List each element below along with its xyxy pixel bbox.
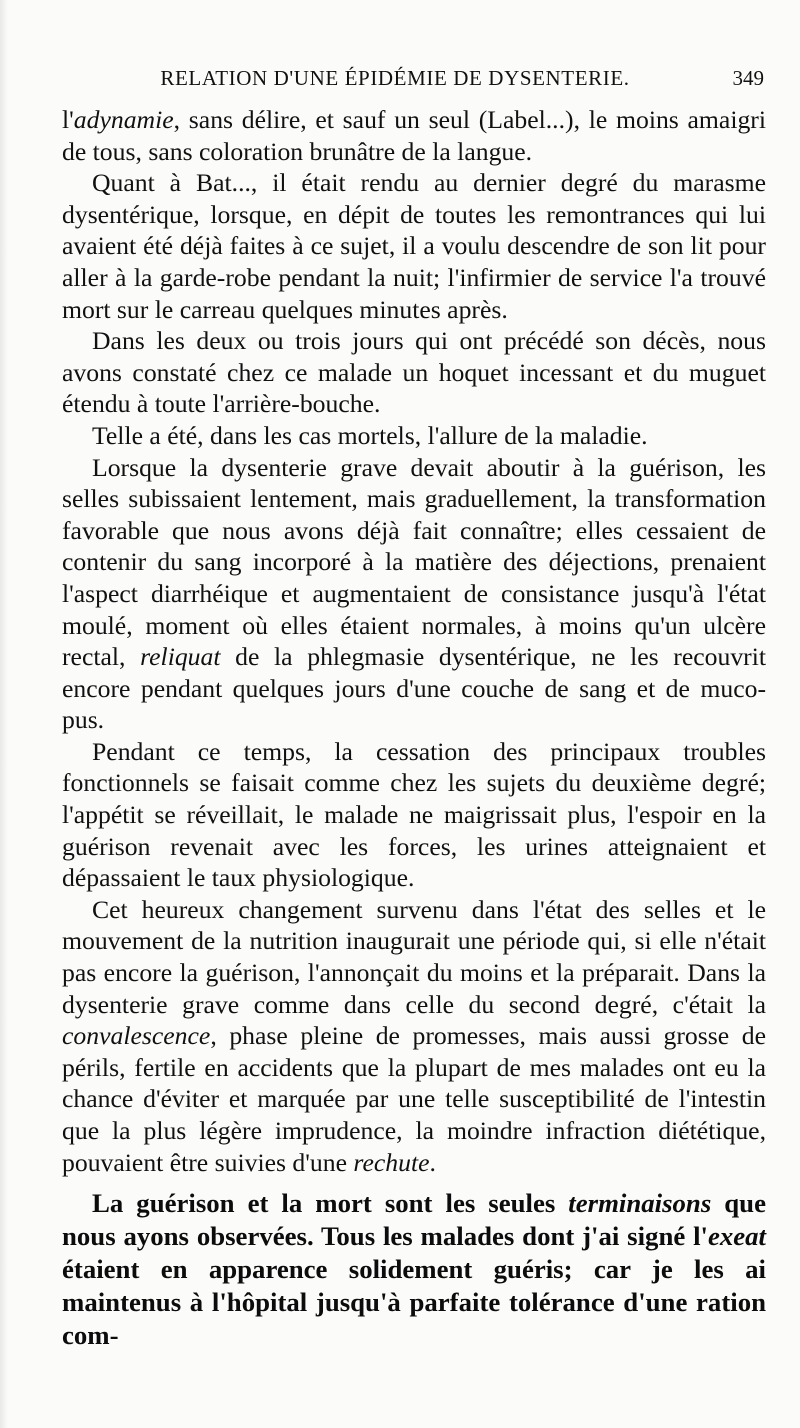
- paragraph: [62, 420, 766, 452]
- text-run: Telle a été, dans les cas mortels, l'allure de la maladie.: [92, 420, 648, 450]
- italic-term: terminaisons: [568, 1188, 712, 1219]
- page-edge-shadow: [0, 0, 8, 1428]
- page-number: 349: [732, 65, 764, 90]
- italic-term: rechute: [353, 1147, 430, 1177]
- text-run: La guérison et la mort sont les seules: [92, 1188, 569, 1219]
- text-run: Pendant ce temps, la cessation des principaux troubles fonctionnels se faisait comme chez les sujets du deuxième degré; l'appétit se réveillait, le malade ne maigrissait plus, l'espoir en la guérison revenait avec les forces, les urines atteignaient et dépassaient le taux physiologique.: [62, 736, 766, 893]
- text-run: , phase pleine de promesses, mais aussi grosse de périls, fertile en accidents que la plupart de mes malades ont eu la chance d'éviter et marquée par une telle susceptibilité de l'intestin que la plus légère imprudence, la moindre infraction diététique, pouvaient être suivies d'une: [62, 1021, 766, 1177]
- paragraph: [62, 167, 766, 325]
- text-run: Lorsque la dysenterie grave devait aboutir à la guérison, les selles subissaient lentement, mais graduellement, la transformation favorable que nous avons déjà fait connaître; elles cessaient de contenir du sang incorporé à la matière des déjections, prenaient l'aspect diarrhéique et augmentaient de consistance jusqu'à l'état moulé, moment où elles étaient normales, à moins qu'un ulcère rectal,: [62, 452, 766, 672]
- paragraph: [62, 452, 766, 736]
- text-run: que nous ayons observées. Tous les malades dont j'ai signé l': [62, 1188, 766, 1252]
- text-run: Dans les deux ou trois jours qui ont précédé son décès, nous avons constaté chez ce malade un hoquet incessant et du muguet étendu à toute l'arrière-bouche.: [62, 326, 766, 419]
- text-run: , sans délire, et sauf un seul (Label...), le moins amaigri de tous, sans coloration brunâtre de la langue.: [62, 105, 766, 166]
- paragraph: [62, 1187, 766, 1352]
- italic-term: adynamie: [73, 105, 174, 134]
- italic-term: convalescence: [62, 1021, 211, 1051]
- running-header: [62, 58, 764, 98]
- running-title: RELATION D'UNE ÉPIDÉMIE DE DYSENTERIE.: [160, 65, 630, 90]
- text-run: l': [62, 105, 74, 134]
- italic-term: reliquat: [140, 642, 221, 672]
- text-run: .: [429, 1147, 436, 1177]
- paragraph: [62, 894, 766, 1178]
- paragraph: [62, 104, 766, 167]
- body-text: [62, 104, 766, 1352]
- italic-term: exeat: [707, 1221, 766, 1252]
- paragraph: [62, 736, 766, 894]
- text-run: Quant à Bat..., il était rendu au dernier degré du marasme dysentérique, lorsque, en dépit de toutes les remontrances qui lui avaient été déjà faites à ce sujet, il a voulu descendre de son lit pour aller à la garde-robe pendant la nuit; l'infirmier de service l'a trouvé mort sur le carreau quelques minutes après.: [62, 168, 766, 324]
- text-run: Cet heureux changement survenu dans l'état des selles et le mouvement de la nutrition inaugurait une période qui, si elle n'était pas encore la guérison, l'annonçait du moins et la préparait. Dans la dysenterie grave comme dans celle du second degré, c'était la: [62, 894, 766, 1019]
- text-run: de la phlegmasie dysentérique, ne les recouvrit encore pendant quelques jours d'une couche de sang et de muco-pus.: [62, 642, 766, 735]
- paragraph: [62, 325, 766, 420]
- text-run: étaient en apparence solidement guéris; car je les ai maintenus à l'hôpital jusqu'à parfaite tolérance d'une ration com-: [62, 1254, 766, 1351]
